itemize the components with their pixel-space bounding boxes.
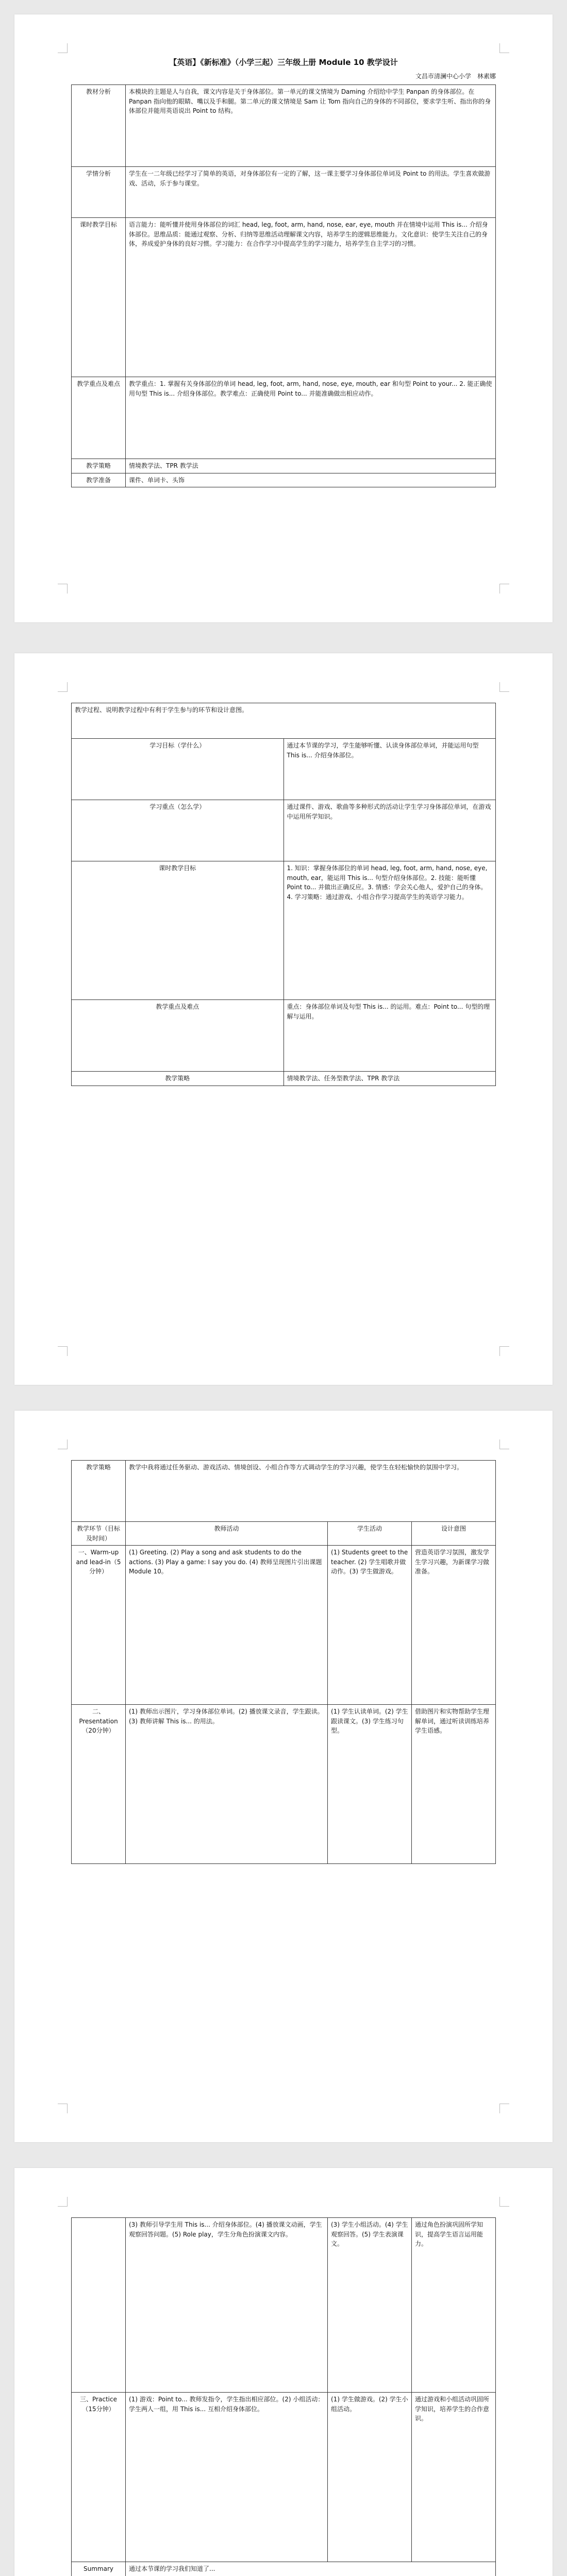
row-label: 学习目标（学什么） xyxy=(72,739,284,800)
row-label: 教学策略 xyxy=(72,459,126,473)
row-label: 教学策略 xyxy=(72,1461,126,1522)
row-content: 本模块的主题是人与自我，课文内容是关于身体部位。第一单元的课文情境为 Daming 介绍给中学生 Panpan 的身体部位。在 Panpan 指向他的眼睛、嘴以及手和腿。第二单元的课文情境是 Sam 让 Tom 指向自己的身体的不同部位，要求学生听、指出你的身体部位并能用英语说出 Point to 结构。 xyxy=(126,85,496,167)
design-intent: 通过角色扮演巩固所学知识，提高学生语言运用能力。 xyxy=(412,2218,496,2393)
row-label: 教学准备 xyxy=(72,473,126,487)
row-content: 情境教学法、任务型教学法、TPR 教学法 xyxy=(284,1072,496,1086)
table-row xyxy=(72,2218,496,2393)
table-row xyxy=(72,85,496,167)
document-page xyxy=(14,14,553,622)
row-content: 通过本节课的学习，学生能够听懂、认读身体部位单词，并能运用句型 This is... 介绍身体部位。 xyxy=(284,739,496,800)
stage-label: 一、Warm-up and lead-in（5分钟） xyxy=(72,1546,126,1705)
row-content: 教学中我将通过任务驱动、游戏活动、情境创设、小组合作等方式调动学生的学习兴趣，使学生在轻松愉快的氛围中学习。 xyxy=(126,1461,496,1522)
table-row xyxy=(72,2562,496,2576)
lesson-info-table xyxy=(71,84,496,487)
row-label: 课时教学目标 xyxy=(72,218,126,377)
teacher-activity: (3) 教师引导学生用 This is... 介绍身体部位。(4) 播放课文动画，学生观察回答问题。(5) Role play，学生分角色扮演课文内容。 xyxy=(126,2218,328,2393)
document-page xyxy=(14,2168,553,2576)
col-header: 设计意图 xyxy=(412,1522,496,1546)
table-row xyxy=(72,861,496,1000)
row-content: 教学重点：1. 掌握有关身体部位的单词 head, leg, foot, arm, hand, nose, eye, mouth, ear 和句型 Point to your... 2. 能正确使用句型 This is... 介绍身体部位。教学难点：正确使用 Point to... 并能准确做出相应动作。 xyxy=(126,377,496,459)
table-row xyxy=(72,473,496,487)
row-content: 重点：身体部位单词及句型 This is... 的运用。难点：Point to... 句型的理解与运用。 xyxy=(284,1000,496,1072)
document-page xyxy=(14,1411,553,2142)
design-intent: 营造英语学习氛围，激发学生学习兴趣，为新课学习做准备。 xyxy=(412,1546,496,1705)
table-row xyxy=(72,1546,496,1705)
summary-content: 通过本节课的学习我们知道了... xyxy=(126,2562,496,2576)
col-header: 教学环节（目标及时间） xyxy=(72,1522,126,1546)
row-content: 1. 知识：掌握身体部位的单词 head, leg, foot, arm, hand, nose, eye, mouth, ear，能运用 This is... 句型介绍身体部位。2. 技能：能听懂 Point to... 并做出正确反应。3. 情感：学会关心他人，爱护自己的身体。4. 学习策略：通过游戏、小组合作学习提高学生的英语学习能力。 xyxy=(284,861,496,1000)
document-author: 文昌市清澜中心小学 林素娜 xyxy=(415,73,496,80)
row-label: 学习重点（怎么学） xyxy=(72,800,284,861)
activity-table-continued xyxy=(71,2217,496,2576)
table-row xyxy=(72,377,496,459)
stage-label: Summary xyxy=(72,2562,126,2576)
student-activity: (1) 学生认读单词。(2) 学生跟读课文。(3) 学生练习句型。 xyxy=(328,1705,412,1864)
table-row xyxy=(72,703,496,739)
table-header-row xyxy=(72,1522,496,1546)
teacher-activity: (1) 教师出示图片，学习身体部位单词。(2) 播放课文录音，学生跟读。(3) 教师讲解 This is... 的用法。 xyxy=(126,1705,328,1864)
row-content: 通过课件、游戏、歌曲等多种形式的活动让学生学习身体部位单词，在游戏中运用所学知识。 xyxy=(284,800,496,861)
student-activity: (1) 学生做游戏。(2) 学生小组活动。 xyxy=(328,2393,412,2562)
table-row xyxy=(72,459,496,473)
document-page xyxy=(14,653,553,1385)
table-row xyxy=(72,739,496,800)
table-row xyxy=(72,1072,496,1086)
lesson-process-table xyxy=(71,703,496,1086)
row-label: 教学重点及难点 xyxy=(72,1000,284,1072)
row-content: 课件、单词卡、头饰 xyxy=(126,473,496,487)
stage-label: 二、Presentation（20分钟） xyxy=(72,1705,126,1864)
table-row xyxy=(72,2393,496,2562)
table-row xyxy=(72,1000,496,1072)
row-label: 教学重点及难点 xyxy=(72,377,126,459)
document-title: 【英语】《新标准》（小学三起）三年级上册 Module 10 教学设计 xyxy=(169,58,398,67)
row-label: 学情分析 xyxy=(72,167,126,218)
stage-label: 三、Practice（15分钟） xyxy=(72,2393,126,2562)
student-activity: (3) 学生小组活动。(4) 学生观察回答。(5) 学生表演课文。 xyxy=(328,2218,412,2393)
row-content: 学生在一二年级已经学习了简单的英语，对身体部位有一定的了解，这一课主要学习身体部位单词及 Point to 的用法。学生喜欢做游戏、活动，乐于参与课堂。 xyxy=(126,167,496,218)
teacher-activity: (1) 游戏：Point to... 教师发指令，学生指出相应部位。(2) 小组活动：学生两人一组，用 This is... 互相介绍身体部位。 xyxy=(126,2393,328,2562)
row-label: 教材分析 xyxy=(72,85,126,167)
teacher-activity: (1) Greeting. (2) Play a song and ask students to do the actions. (3) Play a game: I say you do. (4) 教师呈现图片引出课题 Module 10。 xyxy=(126,1546,328,1705)
row-label: 教学策略 xyxy=(72,1072,284,1086)
row-label: 课时教学目标 xyxy=(72,861,284,1000)
design-intent: 通过游戏和小组活动巩固所学知识，培养学生的合作意识。 xyxy=(412,2393,496,2562)
table-row xyxy=(72,1705,496,1864)
col-header: 教师活动 xyxy=(126,1522,328,1546)
activity-table xyxy=(71,1521,496,1864)
strategy-table xyxy=(71,1460,496,1522)
table-row xyxy=(72,167,496,218)
table-row xyxy=(72,218,496,377)
stage-label xyxy=(72,2218,126,2393)
row-content: 情境教学法、TPR 教学法 xyxy=(126,459,496,473)
intro-text: 教学过程、说明教学过程中有利于学生参与的环节和设计意图。 xyxy=(72,703,496,739)
col-header: 学生活动 xyxy=(328,1522,412,1546)
design-intent: 借助图片和实物帮助学生理解单词，通过听读训练培养学生语感。 xyxy=(412,1705,496,1864)
table-row xyxy=(72,800,496,861)
row-content: 语言能力：能听懂并使用身体部位的词汇 head, leg, foot, arm, hand, nose, ear, eye, mouth 并在情境中运用 This is... 介绍身体部位。思维品质：能通过观察、分析、归纳等思维活动理解课文内容，培养学生的逻辑思维能力。文化意识：使学生关注自己的身体，养成爱护身体的良好习惯。学习能力：在合作学习中提高学生的学习能力，培养学生自主学习的习惯。 xyxy=(126,218,496,377)
table-row xyxy=(72,1461,496,1522)
student-activity: (1) Students greet to the teacher. (2) 学生唱歌并做动作。(3) 学生做游戏。 xyxy=(328,1546,412,1705)
